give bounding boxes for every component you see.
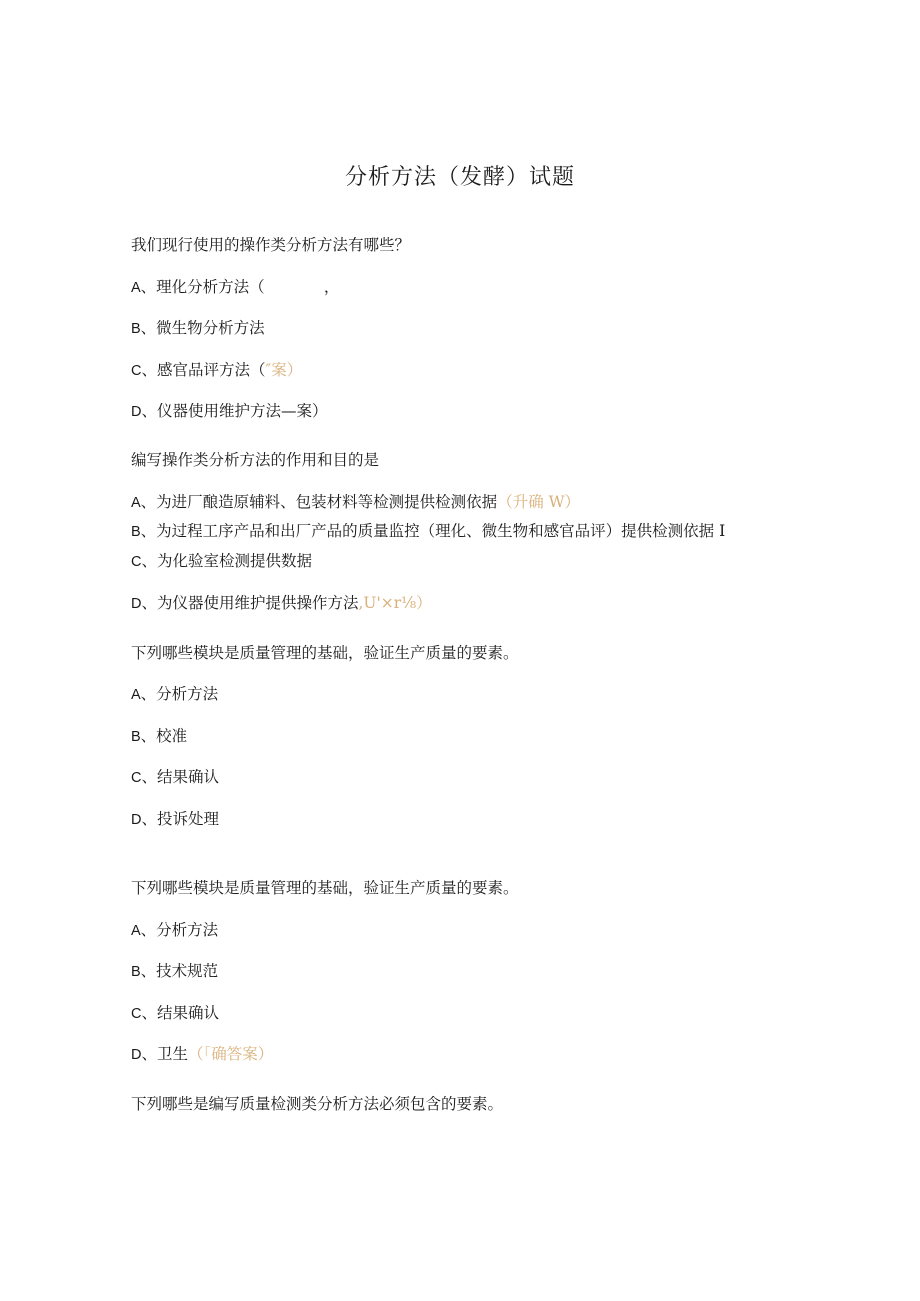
option-letter: A <box>131 923 141 939</box>
option-text: 、为化验室检测提供数据 <box>141 552 312 570</box>
option-text: 、为进厂酿造原辅料、包装材料等检测提供检测依据 <box>140 493 498 511</box>
option-letter: C <box>131 1006 142 1022</box>
option-letter: B <box>131 524 141 540</box>
question-5: 下列哪些是编写质量检测类分析方法必须包含的要素。 <box>131 1095 504 1113</box>
option-text: 、结果确认 <box>141 768 219 786</box>
option-text: 、结果确认 <box>141 1004 219 1022</box>
question-2-option-b <box>131 521 725 542</box>
question-4-option-c <box>131 1003 219 1024</box>
option-text: 、仪器使用维护方法—案） <box>141 402 328 420</box>
option-text: 、理化分析方法（ <box>140 278 265 296</box>
question-1-option-c <box>131 360 302 381</box>
question-2: 编写操作类分析方法的作用和目的是 <box>131 451 380 469</box>
option-letter: A <box>131 280 141 296</box>
option-text: 、校准 <box>140 727 188 745</box>
option-letter: A <box>131 687 141 703</box>
option-letter: B <box>131 729 141 745</box>
option-letter: B <box>131 964 141 980</box>
option-letter: B <box>131 321 141 337</box>
question-3: 下列哪些模块是质量管理的基础，验证生产质量的要素。 <box>131 644 519 662</box>
question-4-option-d <box>131 1044 273 1065</box>
option-gap <box>265 278 324 296</box>
question-1-option-b <box>131 318 265 339</box>
answer-mark: （升确 W） <box>497 493 581 511</box>
question-3-option-c <box>131 767 219 788</box>
question-3-option-b <box>131 726 187 747</box>
question-4-option-a <box>131 920 218 941</box>
option-letter: D <box>131 1047 142 1063</box>
option-text: 、感官品评方法（ <box>141 361 266 379</box>
option-text: 、技术规范 <box>140 962 219 980</box>
option-letter: A <box>131 495 141 511</box>
option-text: 、分析方法 <box>140 685 219 703</box>
option-letter: C <box>131 770 142 786</box>
question-2-option-a <box>131 492 580 513</box>
option-letter: D <box>131 404 142 420</box>
option-letter: C <box>131 363 142 379</box>
question-4: 下列哪些模块是质量管理的基础，验证生产质量的要素。 <box>131 879 519 897</box>
option-letter: C <box>131 554 142 570</box>
question-1: 我们现行使用的操作类分析方法有哪些？ <box>131 236 411 254</box>
question-1-option-a <box>131 277 339 298</box>
option-text: 、卫生 <box>141 1045 188 1063</box>
question-1-option-d <box>131 401 328 422</box>
option-text: 、分析方法 <box>140 921 219 939</box>
option-letter: D <box>131 596 142 612</box>
option-tail: ， <box>323 278 340 296</box>
option-text: 、为过程工序产品和出厂产品的质量监控（理化、微生物和感官品评）提供检测依据 I <box>140 522 726 540</box>
page-title: 分析方法（发酵）试题 <box>344 165 575 190</box>
question-4-option-b <box>131 961 218 982</box>
option-letter: D <box>131 812 142 828</box>
answer-mark: ″案） <box>265 361 303 379</box>
option-text: 、投诉处理 <box>141 810 219 828</box>
question-3-option-d <box>131 809 219 830</box>
option-text: 、为仪器使用维护提供操作方法 <box>141 594 359 612</box>
question-2-option-c <box>131 551 312 572</box>
answer-mark: ,U'×r⅛） <box>358 594 432 612</box>
question-3-option-a <box>131 684 218 705</box>
answer-mark: （「确答案） <box>188 1045 274 1063</box>
question-2-option-d <box>131 593 432 614</box>
option-text: 、微生物分析方法 <box>140 319 265 337</box>
